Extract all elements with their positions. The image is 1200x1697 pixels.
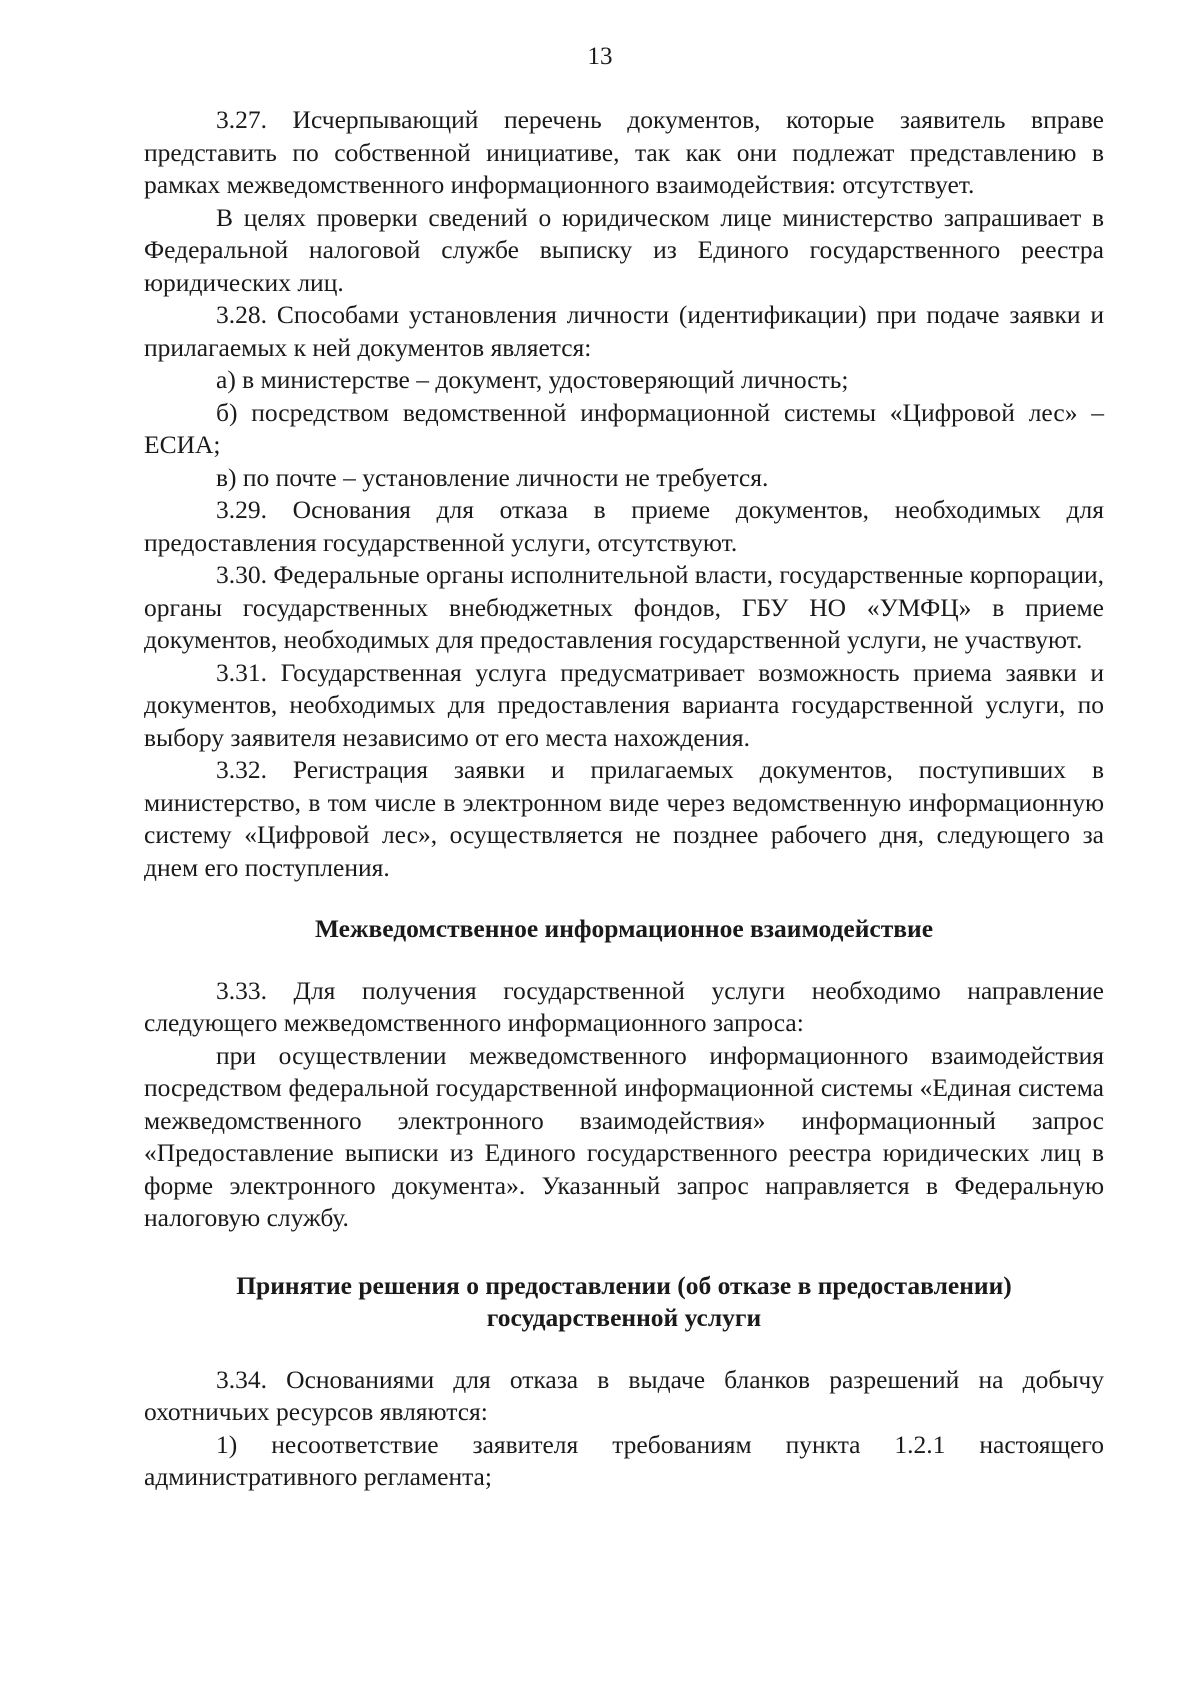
paragraph-3-32: 3.32. Регистрация заявки и прилагаемых документов, поступивших в министерство, в том числе в электронном виде через ведомственную информационную систему «Цифровой лес», осуществляется не позднее рабочего дня, следующего за днем его поступления.: [144, 755, 1104, 882]
paragraph-3-28-a: а) в министерстве – документ, удостоверяющий личность;: [216, 365, 849, 394]
section-heading-decision: [144, 1270, 1104, 1335]
section-heading-interagency: Межведомственное информационное взаимодействие: [314, 914, 934, 943]
paragraph-3-28-c: в) по почте – установление личности не требуется.: [216, 462, 769, 492]
paragraph-3-30: 3.30. Федеральные органы исполнительной власти, государственные корпорации, органы государственных внебюджетных фондов, ГБУ НО «УМФЦ» в приеме документов, необходимых для предоставления государственной услуги, не участвуют.: [144, 560, 1104, 654]
document-body: [144, 104, 1104, 1494]
paragraph-3-34-item-1: 1) несоответствие заявителя требованиям пункта 1.2.1 настоящего административного регламента;: [144, 1429, 1104, 1491]
paragraph-3-28-b: б) посредством ведомственной информационной системы «Цифровой лес» – ЕСИА;: [144, 397, 1104, 459]
paragraph-3-33-request: при осуществлении межведомственного информационного взаимодействия посредством федеральной государственной информационной системы «Единая система межведомственного электронного взаимодействия» информационный запрос «Предоставление выписки из Единого государственного реестра юридических лиц в форме электронного документа». Указанный запрос направляется в Федеральную налоговую службу.: [144, 1040, 1104, 1232]
paragraph-3-29: 3.29. Основания для отказа в приеме документов, необходимых для предоставления государственной услуги, отсутствуют.: [144, 495, 1104, 557]
paragraph-3-33: 3.33. Для получения государственной услуги необходимо направление следующего межведомственного информационного запроса:: [144, 975, 1104, 1037]
paragraph-3-28: 3.28. Способами установления личности (идентификации) при подаче заявки и прилагаемых к ней документов является:: [144, 300, 1104, 362]
paragraph-egrul-check: В целях проверки сведений о юридическом лице министерство запрашивает в Федеральной налоговой службе выписку из Единого государственного реестра юридических лиц.: [144, 202, 1104, 297]
section-heading-decision-line1: Принятие решения о предоставлении (об отказе в предоставлении): [236, 1270, 1012, 1300]
paragraph-3-27: 3.27. Исчерпывающий перечень документов, которые заявитель вправе представить по собственной инициативе, так как они подлежат представлению в рамках межведомственного информационного взаимодействия: отсутствует.: [144, 105, 1104, 199]
paragraph-3-34: 3.34. Основаниями для отказа в выдаче бланков разрешений на добычу охотничьих ресурсов являются:: [144, 1364, 1104, 1426]
section-heading-decision-line2: государственной услуги: [486, 1303, 762, 1332]
page-number: 13: [587, 43, 613, 70]
paragraph-3-31: 3.31. Государственная услуга предусматривает возможность приема заявки и документов, необходимых для предоставления варианта государственной услуги, по выбору заявителя независимо от его места нахождения.: [144, 657, 1104, 752]
